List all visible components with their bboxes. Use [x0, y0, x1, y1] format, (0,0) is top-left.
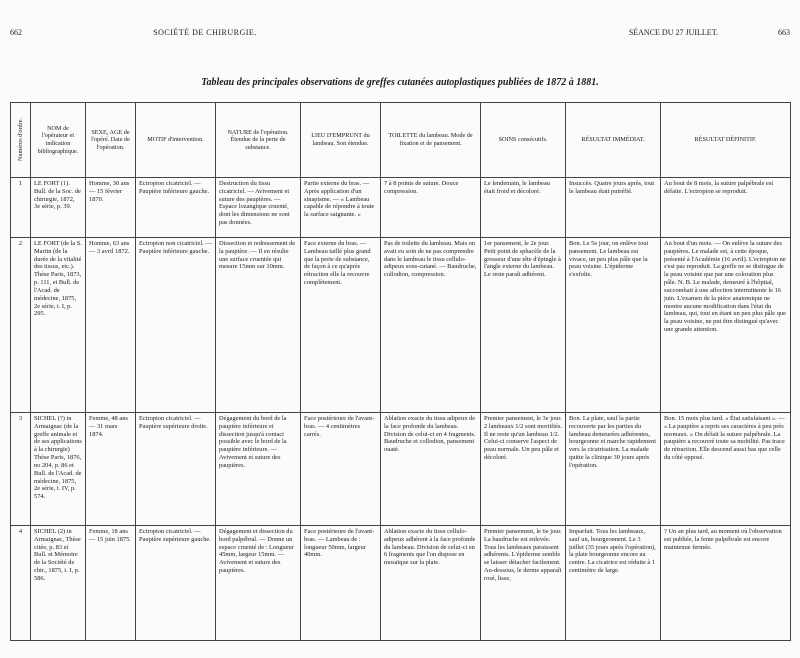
right-running-header: [629, 28, 790, 37]
running-header: [10, 28, 790, 44]
cell-author: SICHEL (2) in Armaignac, Thèse citée, p. 83 et Bull. et Mémoire de la Société de chir., 1875, t. I, p. 586.: [31, 526, 86, 641]
cell-motif: Ectropion non cicatriciel. — Paupière inférieure gauche.: [136, 238, 216, 413]
table-row: [11, 238, 791, 413]
col-header-soins: SOINS consécutifs.: [481, 103, 566, 178]
table-row: [11, 178, 791, 238]
cell-toilette: 7 à 8 points de suture. Douce compression.: [381, 178, 481, 238]
cell-soins: Premier pansement, le 6e jour. La baudruche est enlevée. Tous les lambeaux paraissent adhérents. L'épiderme semble se laisser détacher facilement. Au-dessous, le derme apparaît rosé, lisse,: [481, 526, 566, 641]
cell-sex-age: Homme, 63 ans — 3 avril 1872.: [86, 238, 136, 413]
table-header-row: [11, 103, 791, 178]
cell-soins: Premier pansement, le 3e jour. 2 lambeaux 1/2 sont mortifiés. Il ne reste qu'un lambeau 1/2. Celui-ci conserve l'aspect de peau normale. Un peu pâle et décoloré.: [481, 413, 566, 526]
right-running-title: SÉANCE DU 27 JUILLET.: [628, 28, 718, 37]
cell-motif: Ectropion cicatriciel. — Paupière inférieure gauche.: [136, 178, 216, 238]
cell-motif: Ectropion cicatriciel. — Paupière supérieure droite.: [136, 413, 216, 526]
col-header-sex-age: SEXE, AGE de l'opéré. Date de l'opération.: [86, 103, 136, 178]
cell-num: 2: [11, 238, 31, 413]
col-header-toilette: TOILETTE du lambeau. Mode de fixation et de pansement.: [381, 103, 481, 178]
cell-num: 1: [11, 178, 31, 238]
cell-lieu: Partie externe du bras. — Après application d'un sinapisme. — « Lambeau capable de répondre à toute la surface saignante. »: [301, 178, 381, 238]
table-row: [11, 526, 791, 641]
cell-num: 3: [11, 413, 31, 526]
cell-soins: 1er pansement, le 2e jour. Petit point de sphacèle de la grosseur d'une tête d'épingle à l'angle externe du lambeau. Le reste paraît adhérent.: [481, 238, 566, 413]
cell-toilette: Pas de toilette du lambeau. Mais on avait eu soin de ne pas comprendre dans le lambeau le tissu cellulo-adipeux sous-cutané. — Baudruche, collodion, compression.: [381, 238, 481, 413]
left-running-title: SOCIÉTÉ DE CHIRURGIE.: [153, 28, 257, 37]
col-header-lieu: LIEU D'EMPRUNT du lambeau. Son étendue.: [301, 103, 381, 178]
table-title: Tableau des principales observations de greffes cutanées autoplastiques publiées de 1872 à 1881.: [201, 77, 599, 88]
observations-table: [10, 102, 791, 641]
cell-sex-age: Homme, 30 ans — 15 février 1870.: [86, 178, 136, 238]
cell-num: 4: [11, 526, 31, 641]
cell-immediat: Insuccès. Quatre jours après, tout le lambeau était putréfié.: [566, 178, 661, 238]
cell-nature: Dégagement du bord de la paupière inférieure et dissection jusqu'à contact possible avec le bord de la paupière inférieure. — Avivement et suture des paupières.: [216, 413, 301, 526]
col-header-motif: MOTIF d'intervention.: [136, 103, 216, 178]
cell-nature: Dégagement et dissection du bord palpébral. — Donne un espace cruenté de : Longueur 45mm, largeur 15mm. — Avivement et suture des paupières.: [216, 526, 301, 641]
col-header-author: NOM de l'opérateur et indication bibliographique.: [31, 103, 86, 178]
cell-immediat: Bon. La plaie, sauf la partie recouverte par les parties du lambeau demeurées adhérentes, bourgeonne et marche rapidement vers la cicatrisation. La malade quitte la clinique 30 jours après l'opération.: [566, 413, 661, 526]
right-page-number: 663: [778, 28, 790, 37]
cell-lieu: Face externe du bras. — Lambeau taillé plus grand que la perte de substance, de façon à ce qu'après rétraction elle la recouvre complètement.: [301, 238, 381, 413]
cell-sex-age: Femme, 48 ans — 31 mars 1874.: [86, 413, 136, 526]
left-page-number: 662: [10, 28, 22, 37]
cell-author: LE FORT (1). Bull. de la Soc. de chirurgie, 1872, 3e série, p. 39.: [31, 178, 86, 238]
cell-nature: Destruction du tissu cicatriciel. — Avivement et suture des paupières. — Espace lozangique cruenté, dont les dimensions ne sont pas données.: [216, 178, 301, 238]
cell-toilette: Ablation exacte du tissu cellulo-adipeux adhérent à la face profonde du lambeau. Division de celui-ci en 6 fragments que l'on dispose en mosaïque sur la plaie.: [381, 526, 481, 641]
cell-nature: Dissection et redressement de la paupière. — Il en résulte une surface cruentée qui mesure 15mm sur 10mm.: [216, 238, 301, 413]
cell-definitif: ? Un an plus tard, au moment où l'observation est publiée, la fente palpébrale est encore maintenue fermée.: [661, 526, 791, 641]
cell-definitif: Au bout de 8 mois, la suture palpébrale est défaite. L'ectropion se reproduit.: [661, 178, 791, 238]
cell-definitif: Au bout d'un mois. — On enlève la suture des paupières. Le malade est, à cette époque, présenté à l'Académie (16 avril). L'ectropion ne s'est pas reproduit. La greffe ne se distingue de la peau voisine que par une coloration plus pâle. N. B. Le malade, demeuré à l'hôpital, succombait à une affection intermittente le 16 juin. L'examen de la pièce anatomique ne montre aucune modification dans l'état du lambeau, qui, tout en étant un peu plus pâle que la peau voisine, ne put être distingué qu'avec une grande attention.: [661, 238, 791, 413]
cell-immediat: Bon. Le 5e jour, on enlève tout pansement. Le lambeau est vivace, un peu plus pâle que la peau voisine. L'épiderme s'exfolie.: [566, 238, 661, 413]
cell-toilette: Ablation exacte du tissu adipeux de la face profonde du lambeau. Division de celui-ci en 4 fragments. Baudruche et collodion, pansement ouaté.: [381, 413, 481, 526]
cell-definitif: Bon. 15 mois plus tard. « État satisfaisant ». — « La paupière a repris ses caractères à peu près normaux. » On défait la suture palpébrale. La paupière a recouvré toute sa mobilité. Pas trace de rétraction. Elle descend aussi bas que celle du côté opposé.: [661, 413, 791, 526]
cell-immediat: Imparfait. Tous les lambeaux, sauf un, bourgeonnent. Le 3 juillet (35 jours après l'opération), la plaie bourgeonne encore au centre. La cicatrice est réduite à 1 centimètre de large.: [566, 526, 661, 641]
col-header-definitif: RÉSULTAT DÉFINITIF.: [661, 103, 791, 178]
cell-soins: Le lendemain, le lambeau était froid et décoloré.: [481, 178, 566, 238]
cell-sex-age: Femme, 18 ans — 15 juin 1875.: [86, 526, 136, 641]
col-header-nature: NATURE de l'opération. Étendue de la perte de substance.: [216, 103, 301, 178]
cell-lieu: Face postérieure de l'avant-bras. — 4 centimètres carrés.: [301, 413, 381, 526]
cell-author: LE FORT (de la S. Martin (de la durée de la vitalité des tissus, etc.). Thèse Paris, 1873, p. 111, et Bull. de l'Acad. de médecine, 1875, 2e série, t. I, p. 295.: [31, 238, 86, 413]
cell-motif: Ectropion cicatriciel. — Paupière supérieure gauche.: [136, 526, 216, 641]
table-row: [11, 413, 791, 526]
cell-lieu: Face postérieure de l'avant-bras. — Lambeau de : longueur 50mm, largeur 40mm.: [301, 526, 381, 641]
col-header-immediat: RÉSULTAT IMMÉDIAT.: [566, 103, 661, 178]
col-header-num: Numéros d'ordre.: [11, 103, 31, 178]
cell-author: SICHEL (?) in Armaignac (de la greffe animale et de ses applications à la chirurgie) Thèse Paris, 1876, no 204, p. 86 et Bull. de l'Acad. de médecine, 1875, 2e série, t. IV, p. 574.: [31, 413, 86, 526]
